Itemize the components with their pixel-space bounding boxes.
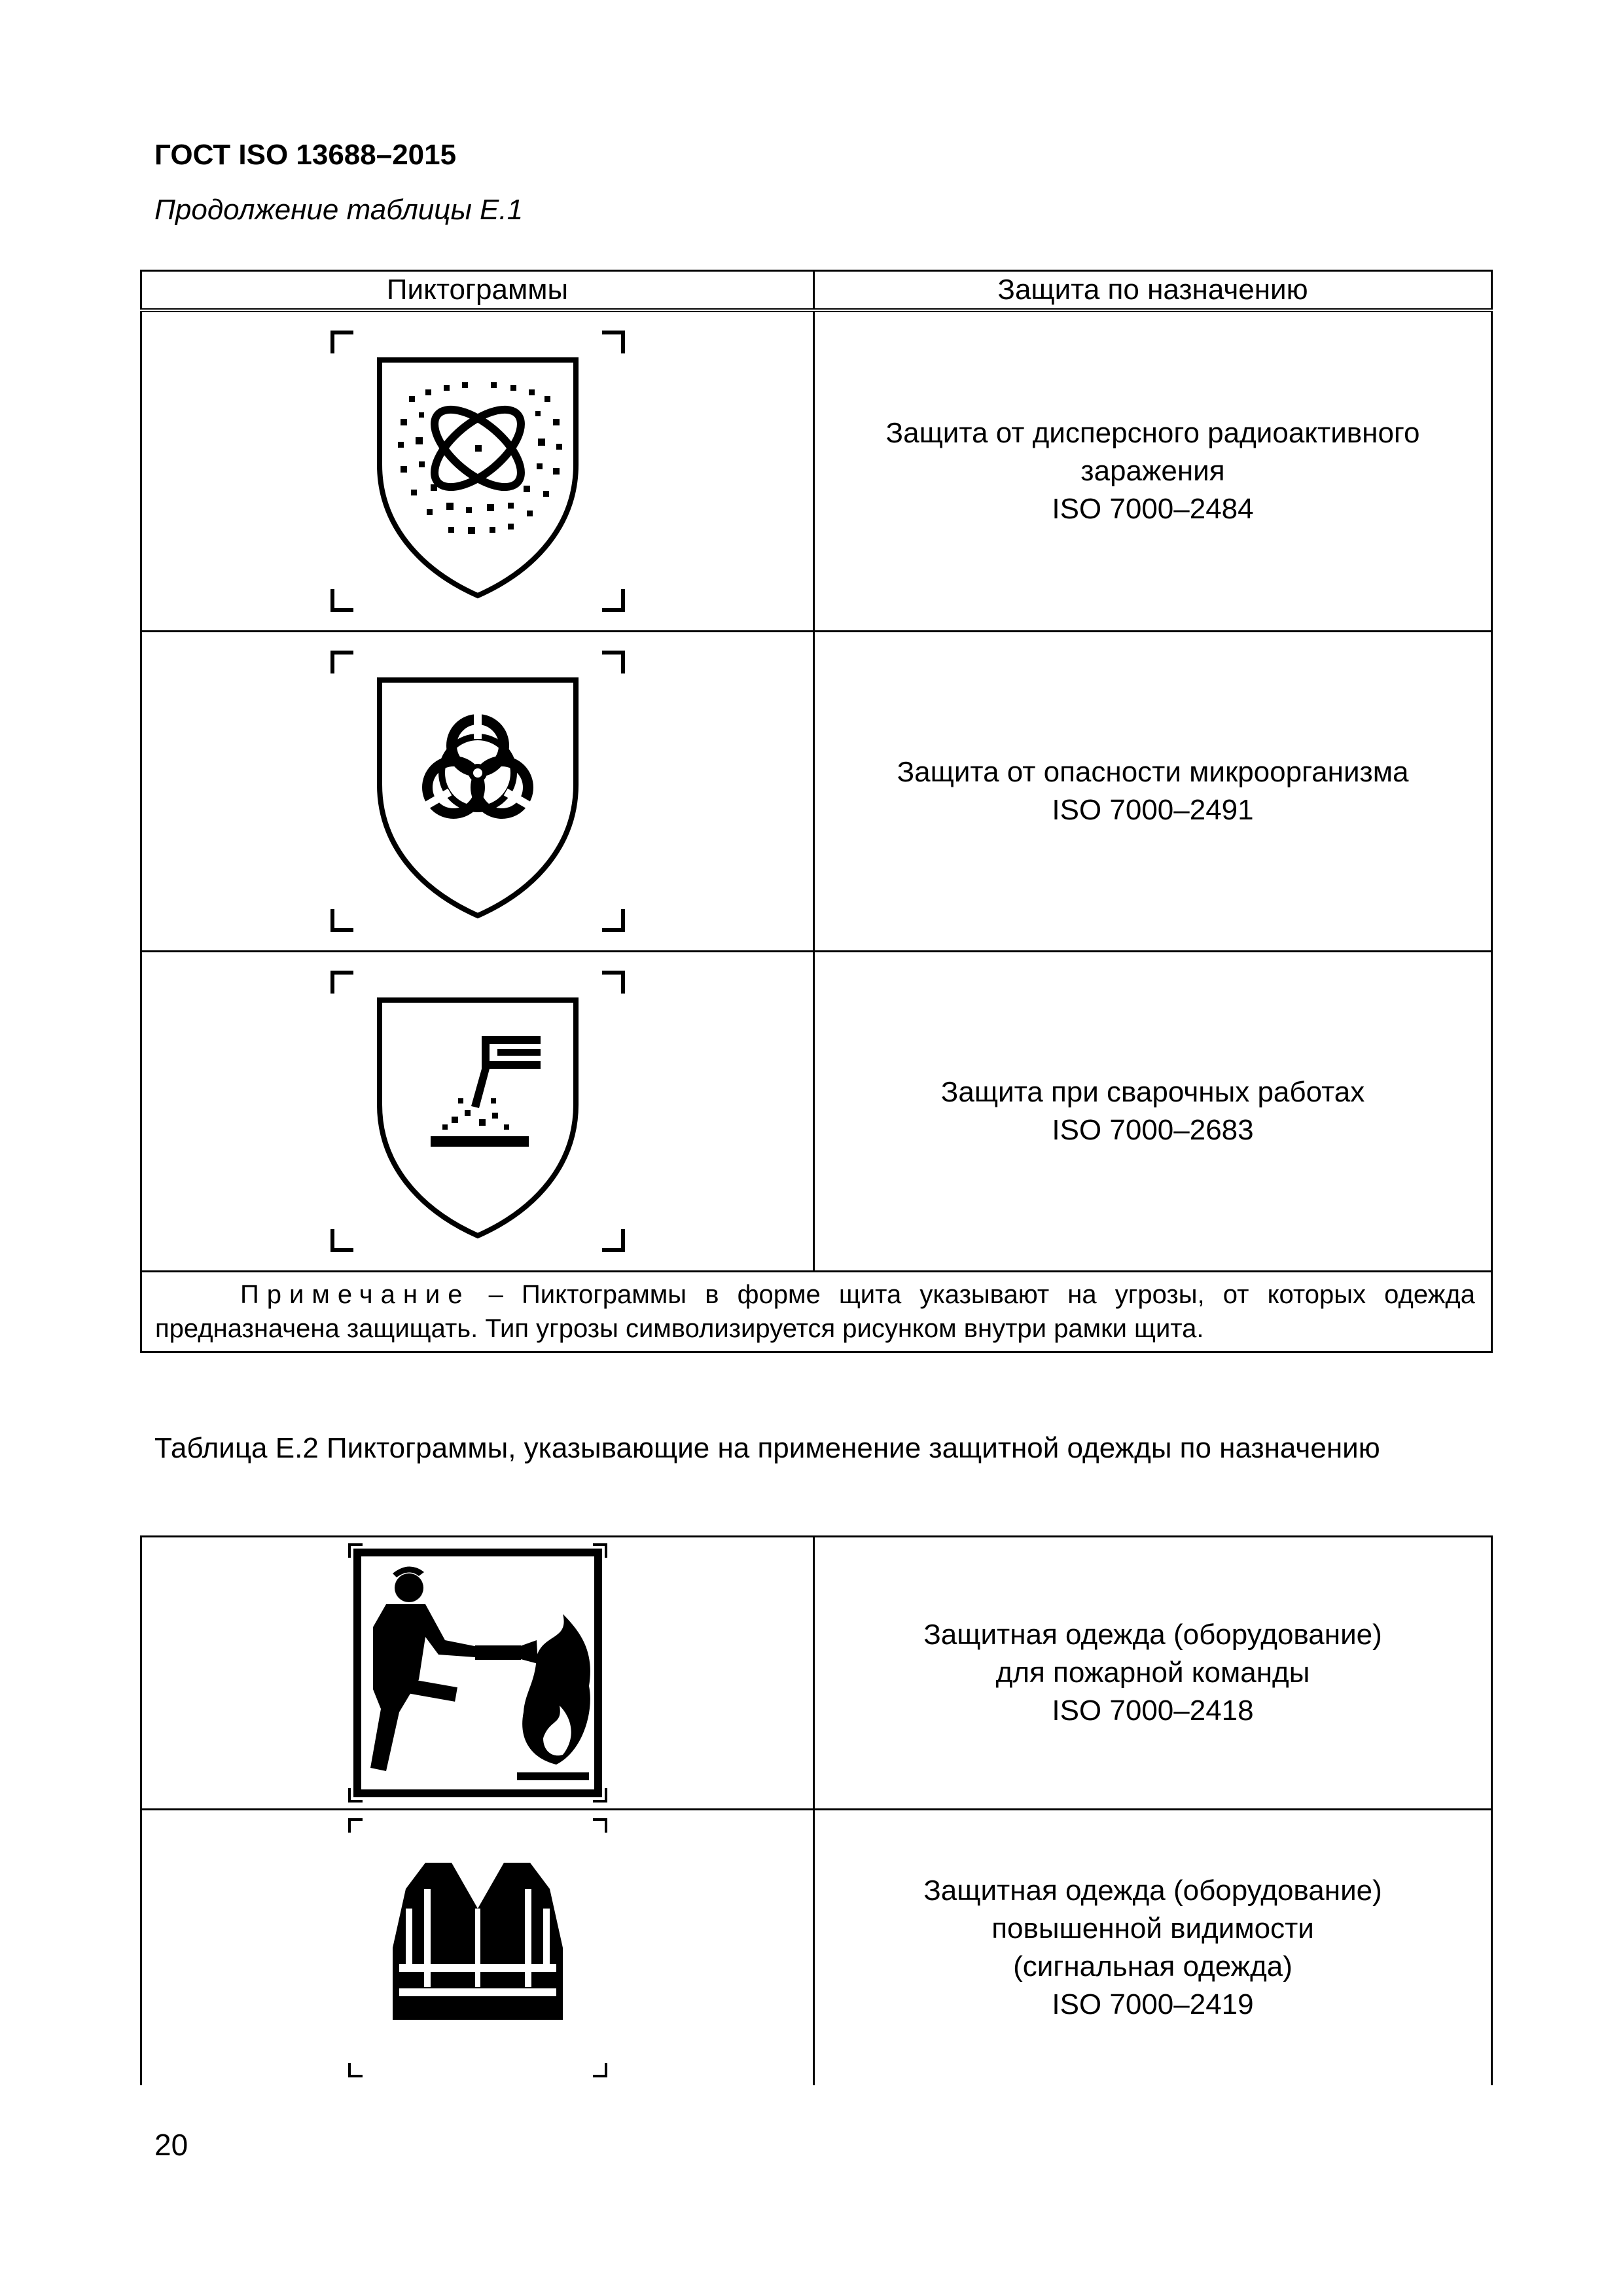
table-header-row (141, 271, 1492, 311)
pictogram-cell (141, 952, 814, 1272)
biohazard-shield-icon (327, 647, 628, 935)
page-number: 20 (154, 2128, 188, 2162)
pictogram-cell (141, 1810, 814, 2086)
table-continuation-caption: Продолжение таблицы Е.1 (154, 194, 524, 226)
note-row (141, 1272, 1492, 1352)
column-header-protection-purpose: Защита по назначению (814, 271, 1492, 311)
table-row (141, 632, 1492, 952)
table-row (141, 1810, 1492, 2086)
column-header-pictograms: Пиктограммы (141, 271, 814, 311)
pictogram-cell (141, 1537, 814, 1810)
protection-description: Защитная одежда (оборудование) для пожарной команды ISO 7000–2418 (814, 1537, 1492, 1810)
protection-description: Защита от опасности микроорганизма ISO 7000–2491 (814, 632, 1492, 952)
table-row (141, 310, 1492, 632)
radioactive-contamination-shield-icon (327, 327, 628, 615)
protection-description: Защита от дисперсного радиоактивного заражения ISO 7000–2484 (814, 310, 1492, 632)
table-row (141, 1537, 1492, 1810)
table-row (141, 952, 1492, 1272)
protection-description: Защитная одежда (оборудование) повышенной видимости (сигнальная одежда) ISO 7000–2419 (814, 1810, 1492, 2086)
welding-shield-icon (327, 967, 628, 1255)
pictogram-cell (141, 310, 814, 632)
pictograms-table-e2 (140, 1535, 1493, 2085)
note-label: Примечание (240, 1280, 471, 1309)
pictogram-cell (141, 632, 814, 952)
firefighter-extinguisher-icon (347, 1542, 609, 1804)
table-note (141, 1272, 1492, 1352)
protection-description: Защита при сварочных работах ISO 7000–2683 (814, 952, 1492, 1272)
note-text: – Пиктограммы в форме щита указывают на угрозы, от которых одежда предназначена защищать. Тип угрозы символизируется рисунком внутри рамки щита. (155, 1280, 1475, 1343)
pictograms-table-e1 (140, 270, 1493, 1353)
table-e2-title: Таблица Е.2 Пиктограммы, указывающие на применение защитной одежды по назначению (154, 1432, 1380, 1464)
high-visibility-vest-icon (347, 1817, 609, 2079)
document-code: ГОСТ ISO 13688–2015 (154, 139, 457, 171)
